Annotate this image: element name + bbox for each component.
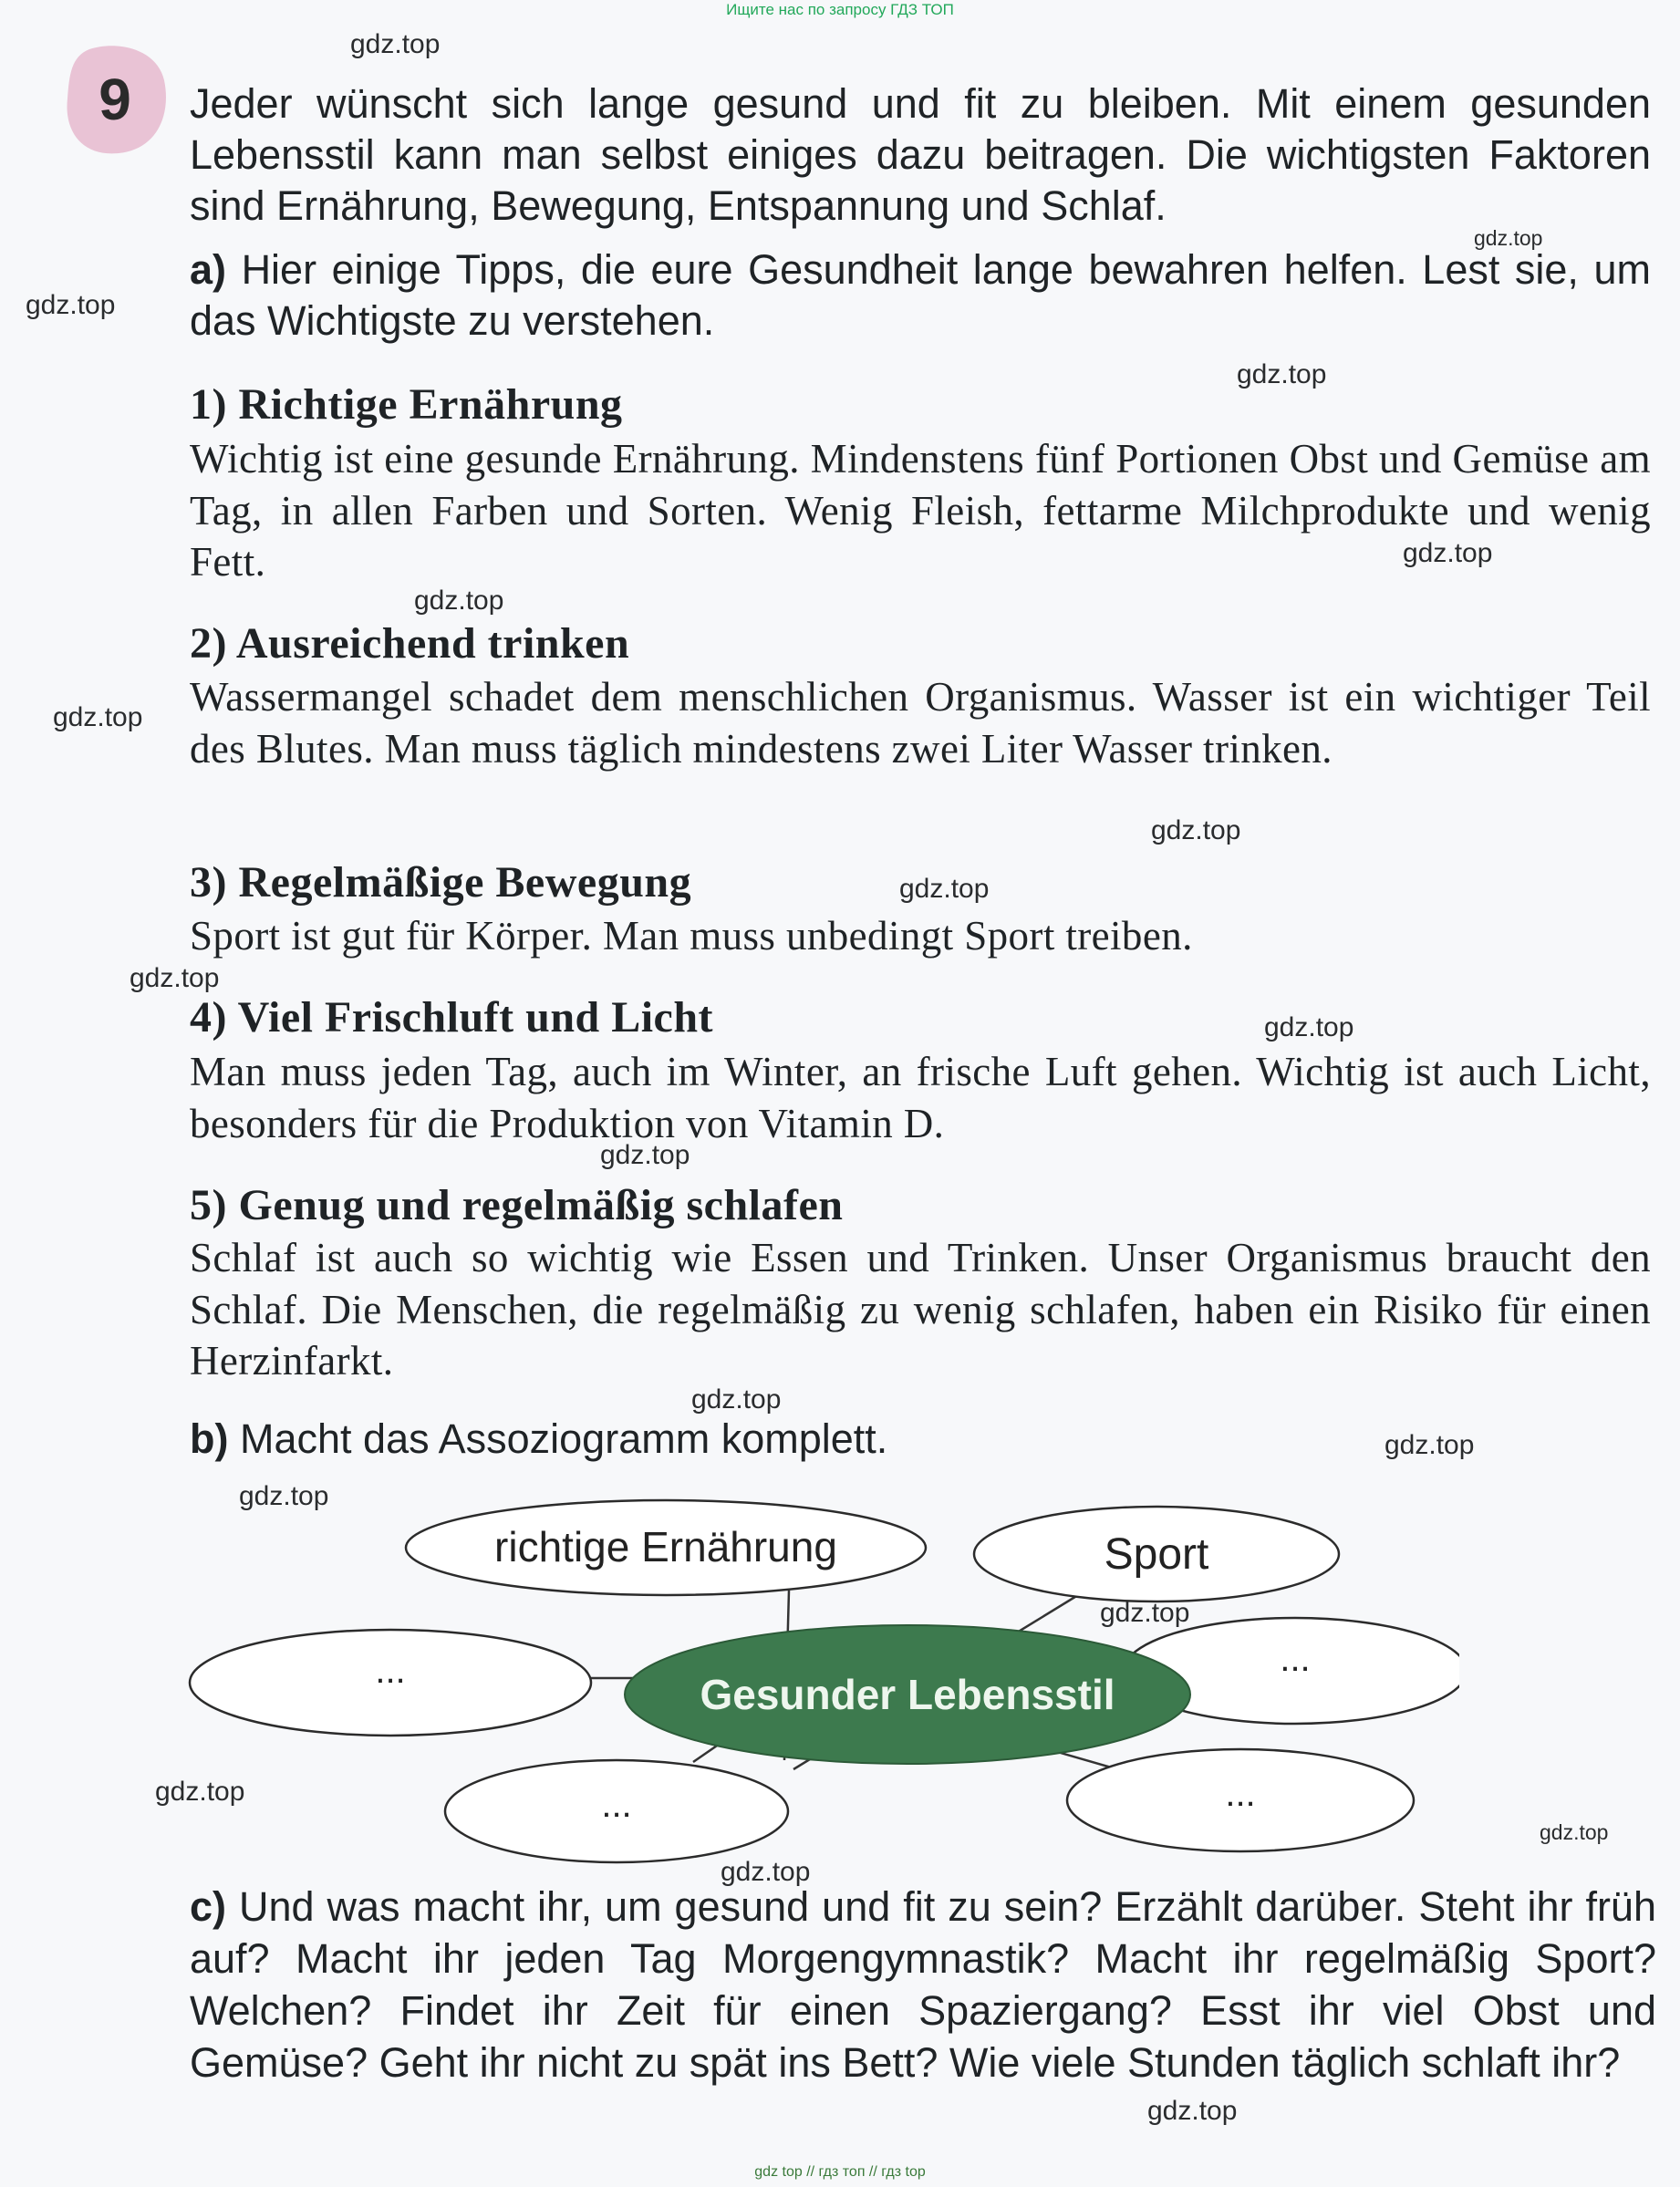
watermark: gdz.top — [130, 963, 220, 993]
tip-3-text: Sport ist gut für Körper. Man muss unbedingt Sport treiben. — [190, 913, 1193, 959]
watermark: gdz.top — [1403, 538, 1493, 568]
task-c-label: c) — [190, 1883, 227, 1930]
header-note[interactable]: Ищите нас по запросу ГДЗ ТОП — [726, 1, 954, 18]
task-b-text: Macht das Assoziogramm komplett. — [240, 1415, 888, 1462]
watermark: gdz.top — [1264, 1012, 1354, 1042]
association-diagram — [182, 1496, 1459, 1879]
center-label: Gesunder Lebensstil — [700, 1671, 1115, 1718]
task-a-text: Hier einige Tipps, die eure Gesundheit lange bewahren helfen. Lest sie, um das Wichtigste zu verstehen. — [190, 246, 1651, 344]
exercise-number: 9 — [99, 67, 131, 132]
node-label-left: ... — [375, 1651, 406, 1691]
tip-4-text: Man muss jeden Tag, auch im Winter, an frische Luft gehen. Wichtig ist auch Licht, besonders für die Produktion von Vitamin D. — [190, 1049, 1651, 1146]
tip-2-text: Wassermangel schadet dem menschlichen Organismus. Wasser ist ein wichtiger Teil des Blutes. Man muss täglich mindestens zwei Liter Wasser trinken. — [190, 674, 1651, 772]
watermark: gdz.top — [899, 874, 990, 904]
watermark: gdz.top — [1100, 1598, 1190, 1628]
watermark: gdz.top — [1237, 359, 1327, 389]
node-label-bottom-left: ... — [601, 1785, 632, 1825]
tip-1-text: Wichtig ist eine gesunde Ernährung. Mindenstens fünf Portionen Obst und Gemüse am Tag, in allen Farben und Sorten. Wenig Fleish, fettarme Milchprodukte und wenig Fett. — [190, 436, 1651, 585]
tip-5-text: Schlaf ist auch so wichtig wie Essen und Trinken. Unser Organismus braucht den Schlaf. Die Menschen, die regelmäßig zu wenig schlafen, haben ein Risiko für einen Herzinfarkt. — [190, 1235, 1651, 1384]
node-label-nutrition: richtige Ernährung — [494, 1523, 837, 1570]
watermark: gdz.top — [1151, 815, 1241, 845]
watermark: gdz.top — [414, 586, 504, 616]
task-a — [190, 244, 1651, 347]
watermark: gdz.top — [53, 702, 143, 732]
node-label-bottom-right: ... — [1225, 1774, 1256, 1814]
tip-1-title: 1) Richtige Ernährung — [190, 380, 623, 429]
task-b-label: b) — [190, 1415, 229, 1462]
tip-3-title: 3) Regelmäßige Bewegung — [190, 858, 692, 907]
intro-text: Jeder wünscht sich lange gesund und fit zu bleiben. Mit einem gesunden Lebensstil kann man selbst einiges dazu beitragen. Die wichtigsten Faktoren sind Ernährung, Bewegung, Entspannung und Schlaf. — [190, 80, 1651, 229]
node-label-sport: Sport — [1104, 1530, 1209, 1579]
footer-note[interactable]: gdz top // гдз топ // гдз top — [754, 2164, 926, 2180]
task-c-text: Und was macht ihr, um gesund und fit zu sein? Erzählt darüber. Steht ihr früh auf? Macht ihr jeden Tag Morgengymnastik? Macht ihr regelmäßig Sport? Welchen? Findet ihr Zeit für einen Spaziergang? Esst ihr viel Obst und Gemüse? Geht ihr nicht zu spät ins Bett? Wie viele Stunden täglich schlaft ihr? — [190, 1883, 1656, 2086]
task-a-label: a) — [190, 246, 227, 293]
watermark: gdz.top — [155, 1777, 245, 1807]
watermark: gdz.top — [691, 1384, 782, 1415]
tip-2-title: 2) Ausreichend trinken — [190, 619, 630, 668]
watermark: gdz.top — [1384, 1430, 1475, 1460]
watermark: gdz.top — [1474, 226, 1543, 250]
watermark: gdz.top — [1147, 2096, 1238, 2126]
watermark: gdz.top — [26, 290, 116, 320]
watermark: gdz.top — [721, 1857, 811, 1887]
watermark: gdz.top — [350, 29, 441, 59]
watermark: gdz.top — [239, 1481, 329, 1511]
tip-5-title: 5) Genug und regelmäßig schlafen — [190, 1181, 844, 1229]
task-c — [190, 1881, 1656, 2089]
watermark: gdz.top — [1540, 1820, 1609, 1844]
node-label-right: ... — [1280, 1639, 1311, 1679]
tip-4-title: 4) Viel Frischluft und Licht — [190, 993, 714, 1042]
watermark: gdz.top — [600, 1140, 690, 1170]
